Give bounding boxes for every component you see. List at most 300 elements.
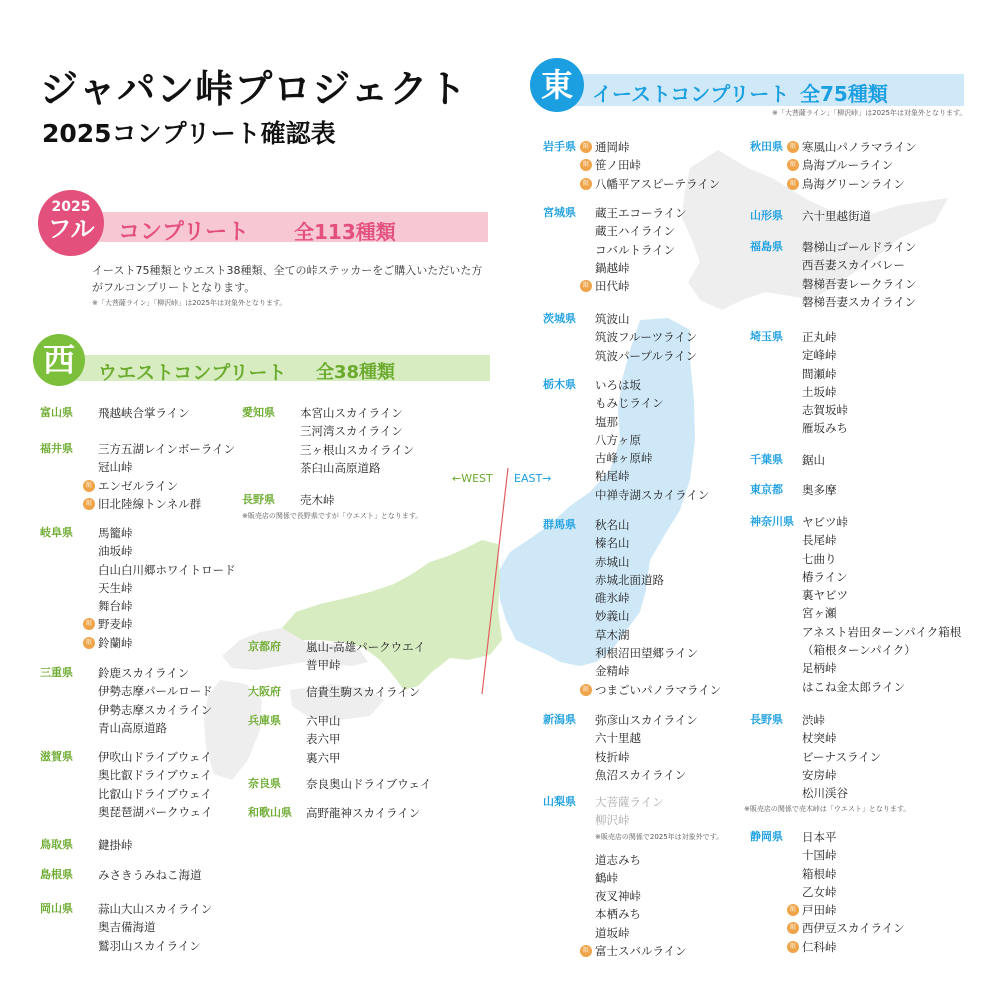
pass-item — [306, 730, 341, 748]
pass-name: 奈良奥山ドライブウェイ — [306, 777, 432, 791]
pass-item — [306, 638, 425, 656]
prefecture-label: 山梨県 — [543, 795, 576, 808]
pass-item — [802, 365, 848, 383]
pass-list — [595, 711, 698, 784]
west-direction-label: ←WEST — [452, 472, 493, 485]
pass-item — [98, 597, 236, 615]
pass-name: 定峰峠 — [802, 348, 837, 363]
pass-name: 古峰ヶ原峠 — [595, 451, 653, 466]
pass-name: 伊勢志摩スカイライン — [98, 702, 213, 717]
pass-list — [802, 238, 917, 311]
prefecture-label: 岩手県 — [543, 140, 576, 153]
pass-item — [802, 383, 848, 401]
east-count: 全75種類 — [800, 82, 888, 106]
pass-item — [595, 887, 723, 905]
pass-item — [98, 866, 202, 884]
pass-item — [802, 275, 917, 293]
pass-name: 道志みち — [595, 852, 641, 867]
east-region-2 — [543, 310, 697, 365]
pass-item — [98, 748, 213, 766]
west-title: ウエストコンプリート — [98, 362, 287, 384]
pass-item — [306, 712, 341, 730]
pass-name: 魚沼スカイライン — [595, 767, 687, 782]
region-note: ※販売店の関係で長野県ですが「ウエスト」となります。 — [242, 512, 423, 521]
east-region-7 — [750, 138, 917, 193]
pass-list — [802, 328, 848, 438]
pass-name: 六十里越街道 — [802, 209, 871, 223]
pass-item — [595, 811, 723, 829]
pass-name: 通岡峠 — [595, 140, 630, 154]
pass-item — [802, 531, 961, 549]
pass-item — [595, 516, 721, 534]
pass-item — [98, 458, 235, 476]
pass-name: 舞台峠 — [98, 599, 133, 614]
pass-name: 八方ヶ原 — [595, 432, 641, 447]
pass-name: 塩那 — [595, 414, 618, 429]
pass-item — [595, 905, 723, 923]
pass-item — [802, 293, 917, 311]
pass-item — [802, 604, 961, 622]
pass-name: 赤城北面道路 — [595, 572, 664, 587]
pass-item — [98, 918, 212, 936]
page-subtitle: 2025コンプリート確認表 — [42, 119, 336, 148]
east-region-13 — [750, 513, 961, 696]
full-badge-year: 2025 — [51, 199, 91, 215]
pass-item — [98, 561, 236, 579]
pass-list — [802, 513, 961, 696]
pass-name: エンゼルライン — [98, 478, 179, 493]
pass-name: 茶臼山高原道路 — [300, 460, 381, 475]
prefecture-label: 東京都 — [750, 483, 783, 496]
west-region-9 — [242, 491, 422, 522]
pass-item — [98, 701, 213, 719]
pass-name: 嵐山-高雄パークウエイ — [306, 640, 426, 654]
pass-item — [595, 662, 721, 680]
pass-name: 西伊豆スカイライン — [802, 921, 905, 936]
pass-item — [98, 579, 236, 597]
pass-item — [300, 491, 422, 509]
pass-item — [582, 681, 722, 699]
pass-list — [98, 404, 190, 422]
prefecture-label: 鳥取県 — [40, 838, 73, 851]
pass-list — [595, 310, 697, 365]
east-region-11 — [750, 451, 825, 469]
pass-item — [98, 682, 213, 700]
pass-name: 本栖みち — [595, 907, 641, 922]
pass-list — [85, 440, 236, 513]
pass-name: 笹ノ田峠 — [595, 158, 641, 173]
pass-item — [595, 449, 709, 467]
pass-name: 雁坂みち — [802, 421, 848, 436]
limited-badge-icon: 限 — [83, 480, 95, 492]
east-region-6 — [543, 793, 723, 960]
pass-item — [595, 553, 721, 571]
pass-item — [595, 534, 721, 552]
east-region-0 — [543, 138, 720, 193]
pass-name: 鷲羽山スカイライン — [98, 938, 201, 953]
east-region-10 — [750, 328, 848, 438]
limited-badge-icon: 限 — [580, 141, 592, 153]
west-region-0 — [40, 404, 190, 422]
pass-name: 伊吹山ドライブウェイ — [98, 750, 212, 764]
pass-item — [595, 347, 697, 365]
pass-name: いろは坂 — [595, 378, 641, 392]
pass-item — [306, 804, 420, 822]
pass-item — [98, 803, 213, 821]
pass-item — [802, 481, 837, 499]
pass-item — [595, 793, 723, 811]
prefecture-label: 岡山県 — [40, 902, 73, 915]
west-region-6 — [40, 866, 202, 884]
pass-item — [306, 656, 425, 674]
pass-item — [595, 413, 709, 431]
pass-name: 碓氷峠 — [595, 591, 630, 606]
full-note: ※「大菩薩ライン」「柳沢峠」は2025年は対象外となります。 — [92, 299, 287, 307]
pass-name: （箱根ターンパイク） — [802, 643, 916, 658]
west-region-2 — [40, 524, 236, 652]
pass-list — [789, 138, 917, 193]
pass-item — [595, 222, 687, 240]
pass-name: 金精峠 — [595, 664, 630, 679]
pass-name: 戸田峠 — [802, 903, 837, 918]
pass-name: 蔵王エコーライン — [595, 206, 687, 220]
pass-item — [300, 404, 414, 422]
pass-item — [595, 589, 721, 607]
east-region-9 — [750, 238, 917, 311]
pass-item — [595, 204, 687, 222]
prefecture-label: 岐阜県 — [40, 526, 73, 539]
pass-name: 奥琵琶湖パークウェイ — [98, 804, 213, 819]
pass-item — [802, 846, 905, 864]
pass-item — [582, 942, 723, 960]
pass-list — [98, 900, 212, 955]
pass-name: 間瀬峠 — [802, 366, 837, 381]
pass-item — [595, 607, 721, 625]
pass-list — [306, 712, 341, 767]
pass-list — [582, 204, 687, 295]
region-note: ※販売店の関係で2025年は対象外です。 — [595, 832, 724, 841]
prefecture-label: 茨城県 — [543, 312, 576, 325]
pass-name: 枝折峠 — [595, 749, 630, 764]
pass-name: 夜叉神峠 — [595, 889, 641, 904]
west-region-1 — [40, 440, 235, 513]
pass-name: 十国峠 — [802, 848, 837, 863]
pass-item — [802, 256, 917, 274]
pass-item — [802, 828, 905, 846]
pass-item — [306, 749, 341, 767]
pass-name: 富士スバルライン — [595, 944, 687, 959]
pass-item — [98, 524, 236, 542]
pass-item — [789, 901, 905, 919]
pass-item — [306, 683, 420, 701]
prefecture-label: 長野県 — [242, 493, 275, 506]
pass-name: 中禅寺湖スカイライン — [595, 487, 710, 502]
limited-badge-icon: 限 — [83, 498, 95, 510]
east-title: イーストコンプリート — [592, 82, 790, 106]
pass-name: 鈴蘭峠 — [98, 635, 133, 650]
pass-name: 裏六甲 — [306, 750, 341, 765]
pass-name: 三河湾スカイライン — [300, 424, 403, 439]
pass-item — [802, 568, 961, 586]
pass-name: 土坂峠 — [802, 384, 837, 399]
pass-item — [98, 900, 212, 918]
pass-item — [595, 748, 698, 766]
pass-item — [789, 138, 917, 156]
pass-item — [98, 440, 235, 458]
pass-item — [595, 711, 698, 729]
prefecture-label: 宮城県 — [543, 206, 576, 219]
pass-item — [802, 748, 910, 766]
pass-item — [582, 175, 721, 193]
pass-item — [300, 422, 414, 440]
pass-name: 鍋越峠 — [595, 260, 630, 275]
pass-name: 天生峠 — [98, 580, 133, 595]
pass-item — [595, 328, 697, 346]
pass-name: 草木湖 — [595, 627, 630, 642]
limited-badge-icon: 限 — [83, 618, 95, 630]
pass-list — [802, 451, 825, 469]
pass-name: 伊勢志摩パールロード — [98, 684, 213, 699]
pass-name: 高野龍神スカイライン — [306, 806, 421, 820]
pass-item — [582, 277, 687, 295]
pass-name: 日本平 — [802, 830, 837, 844]
pass-name: 田代峠 — [595, 279, 630, 294]
prefecture-label: 和歌山県 — [248, 806, 292, 819]
pass-item — [789, 938, 905, 956]
limited-badge-icon: 限 — [787, 922, 799, 934]
east-region-14 — [744, 711, 911, 815]
pass-item — [802, 207, 871, 225]
pass-item — [595, 924, 723, 942]
prefecture-label: 静岡県 — [750, 830, 783, 843]
pass-list — [306, 775, 431, 793]
pass-name: 安房峠 — [802, 767, 837, 782]
pass-list — [306, 638, 425, 675]
pass-name: 蒜山大山スカイライン — [98, 902, 213, 916]
pass-name: 七曲り — [802, 551, 837, 566]
pass-list — [789, 828, 905, 956]
pass-name: もみじライン — [595, 396, 664, 411]
pass-name: 表六甲 — [306, 732, 341, 747]
pass-name: 粕尾峠 — [595, 469, 630, 484]
pass-item — [595, 486, 709, 504]
pass-item — [98, 404, 190, 422]
pass-name: 長尾峠 — [802, 533, 837, 548]
pass-item — [595, 431, 709, 449]
pass-name: 仁科峠 — [802, 939, 837, 954]
pass-item — [802, 238, 917, 256]
pass-name: 六甲山 — [306, 714, 341, 728]
pass-item — [595, 394, 709, 412]
limited-badge-icon: 限 — [83, 637, 95, 649]
pass-item — [595, 644, 721, 662]
pass-list — [306, 683, 420, 701]
full-badge — [38, 190, 104, 256]
east-region-3 — [543, 376, 709, 504]
pass-item — [306, 775, 431, 793]
pass-name: アネスト岩田ターンパイク箱根 — [802, 624, 962, 639]
pass-item — [85, 495, 235, 513]
pass-item — [802, 346, 848, 364]
pass-list — [582, 793, 724, 960]
pass-name: 奥多摩 — [802, 483, 837, 497]
region-note: ※販売店の関係で売木峠は「ウエスト」となります。 — [744, 805, 911, 814]
prefecture-label: 秋田県 — [750, 140, 783, 153]
pass-list — [98, 866, 202, 884]
east-region-1 — [543, 204, 687, 295]
prefecture-label: 富山県 — [40, 406, 73, 419]
pass-item — [595, 851, 723, 869]
pass-list — [98, 836, 133, 854]
pass-item — [98, 719, 213, 737]
east-region-8 — [750, 207, 871, 225]
pass-item — [595, 467, 709, 485]
pass-item — [802, 451, 825, 469]
limited-badge-icon: 限 — [787, 178, 799, 190]
prefecture-label: 長野県 — [750, 713, 783, 726]
pass-name: 普甲峠 — [306, 658, 341, 673]
pass-item — [582, 156, 720, 174]
pass-item — [595, 626, 721, 644]
pass-name: 杖突峠 — [802, 731, 837, 746]
prefecture-label: 福島県 — [750, 240, 783, 253]
prefecture-label: 島根県 — [40, 868, 73, 881]
pass-item — [789, 919, 905, 937]
east-region-15 — [750, 828, 905, 956]
pass-name: 三方五湖レインボーライン — [98, 442, 236, 456]
pass-name: みさきうみねこ海道 — [98, 868, 202, 882]
pass-name: 本宮山スカイライン — [300, 406, 403, 420]
limited-badge-icon: 限 — [787, 159, 799, 171]
pass-name: 宮ヶ瀬 — [802, 606, 837, 621]
prefecture-label: 大阪府 — [248, 685, 281, 698]
pass-name: 比叡山ドライブウェイ — [98, 786, 212, 801]
pass-item — [802, 865, 905, 883]
west-region-5 — [40, 836, 133, 854]
pass-name: 鍵掛峠 — [98, 838, 133, 852]
east-region-5 — [543, 711, 698, 784]
pass-name: 野麦峠 — [98, 617, 133, 632]
pass-list — [595, 376, 709, 504]
limited-badge-icon: 限 — [787, 904, 799, 916]
pass-item — [595, 241, 687, 259]
pass-name: 鳥海ブルーライン — [802, 158, 894, 173]
pass-name: 椿ライン — [802, 569, 848, 584]
pass-item — [802, 766, 910, 784]
pass-item — [595, 376, 709, 394]
pass-item — [85, 477, 235, 495]
pass-item — [595, 571, 721, 589]
prefecture-label: 福井県 — [40, 442, 73, 455]
pass-item — [802, 659, 961, 677]
pass-name: 西吾妻スカイバレー — [802, 258, 905, 273]
pass-name: 弥彦山スカイライン — [595, 713, 698, 727]
pass-name: 油坂峠 — [98, 544, 133, 559]
pass-name: 利根沼田望郷ライン — [595, 646, 699, 661]
pass-name: 信貴生駒スカイライン — [306, 685, 421, 699]
east-direction-label: EAST→ — [514, 472, 552, 485]
pass-name: 青山高原道路 — [98, 720, 167, 735]
pass-item — [85, 615, 236, 633]
pass-name: 正丸峠 — [802, 330, 837, 344]
pass-item — [98, 766, 213, 784]
pass-item — [98, 785, 213, 803]
west-region-7 — [40, 900, 212, 955]
pass-item — [802, 586, 961, 604]
east-region-12 — [750, 481, 837, 499]
limited-badge-icon: 限 — [580, 178, 592, 190]
pass-name: 八幡平アスピーテライン — [595, 176, 721, 191]
pass-name: コバルトライン — [595, 242, 676, 257]
pass-name: 寒風山パノラマライン — [802, 140, 917, 154]
pass-name: 飛越峡合掌ライン — [98, 406, 190, 420]
pass-name: ヤビツ峠 — [802, 515, 848, 529]
west-region-3 — [40, 664, 213, 737]
pass-list — [306, 804, 420, 822]
pass-list — [300, 404, 414, 477]
full-description: イースト75種類とウエスト38種類、全ての峠ステッカーをご購入いただいた方がフルコンプリートとなります。 — [92, 264, 483, 294]
pass-item — [582, 138, 720, 156]
pass-item — [802, 513, 961, 531]
prefecture-label: 栃木県 — [543, 378, 576, 391]
west-region-8 — [242, 404, 414, 477]
pass-name: 松川渓谷 — [802, 786, 848, 801]
page-title: ジャパン峠プロジェクト — [40, 67, 468, 111]
pass-name: 馬籠峠 — [98, 526, 133, 540]
pass-list — [85, 524, 236, 652]
full-count: 全113種類 — [294, 220, 396, 244]
pass-list — [98, 748, 213, 821]
pass-name: 三ヶ根山スカイライン — [300, 442, 415, 457]
pass-name: 鈴鹿スカイライン — [98, 666, 190, 680]
limited-badge-icon: 限 — [787, 141, 799, 153]
pass-name: つまごいパノラマライン — [595, 682, 722, 697]
limited-badge-icon: 限 — [787, 941, 799, 953]
east-region-4 — [543, 516, 721, 699]
pass-name: 鳥海グリーンライン — [802, 176, 905, 191]
pass-name: ビーナスライン — [802, 749, 882, 764]
pass-name: 鋸山 — [802, 453, 825, 467]
pass-list — [802, 481, 837, 499]
west-region-10 — [248, 638, 425, 675]
pass-name: 妙義山 — [595, 609, 630, 624]
west-region-14 — [248, 804, 420, 822]
pass-item — [802, 623, 961, 641]
pass-item — [595, 766, 698, 784]
pass-name: 冠山峠 — [98, 460, 133, 475]
prefecture-label: 滋賀県 — [40, 750, 73, 763]
prefecture-label: 山形県 — [750, 209, 783, 222]
west-region-11 — [248, 683, 420, 701]
prefecture-label: 奈良県 — [248, 777, 281, 790]
pass-list — [242, 491, 423, 522]
pass-name: 売木峠 — [300, 493, 335, 507]
pass-name: 柳沢峠 — [595, 813, 630, 828]
pass-item — [802, 641, 961, 659]
pass-item — [802, 784, 910, 802]
pass-name: 蔵王ハイライン — [595, 224, 676, 239]
pass-name: 奥比叡ドライブウェイ — [98, 768, 212, 783]
pass-name: 足柄峠 — [802, 661, 837, 676]
pass-name: 磐梯吾妻レークライン — [802, 276, 917, 291]
prefecture-label: 神奈川県 — [750, 515, 794, 528]
pass-item — [802, 328, 848, 346]
prefecture-label: 新潟県 — [543, 713, 576, 726]
pass-name: 筑波山 — [595, 312, 630, 326]
pass-item — [300, 459, 414, 477]
pass-name: 六十里越 — [595, 731, 641, 746]
prefecture-label: 群馬県 — [543, 518, 576, 531]
